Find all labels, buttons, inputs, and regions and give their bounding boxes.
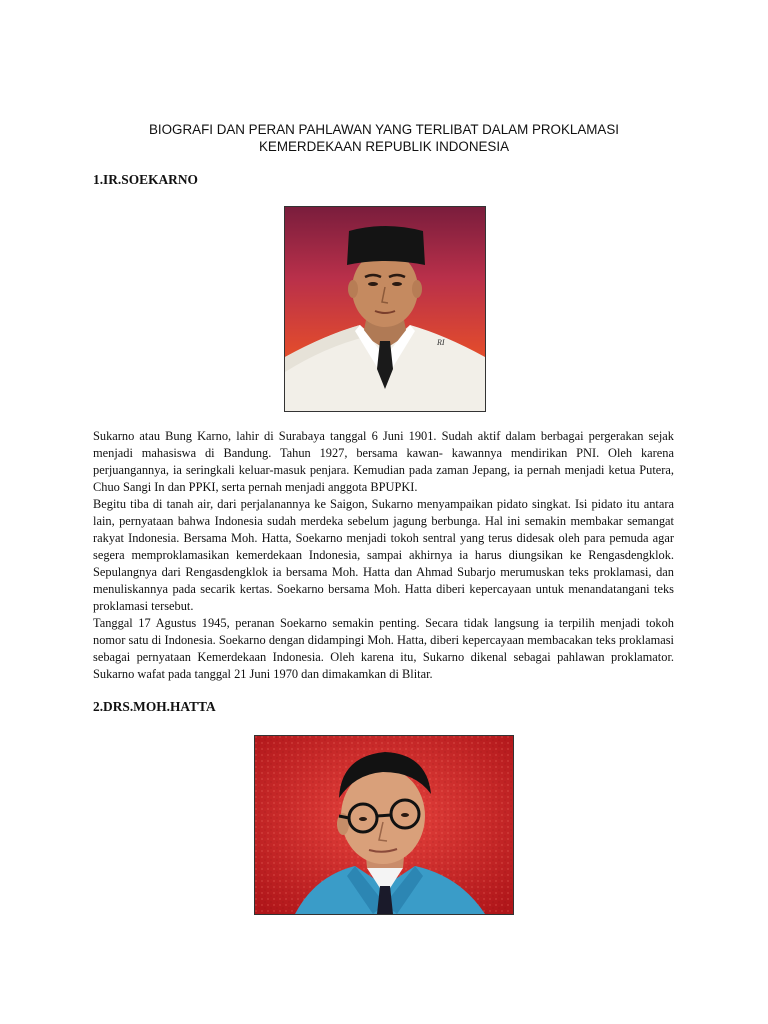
title-line-2: KEMERDEKAAN REPUBLIK INDONESIA <box>258 139 510 154</box>
portrait-hatta <box>254 735 514 915</box>
title-line-1: BIOGRAFI DAN PERAN PAHLAWAN YANG TERLIBAT DALAM PROKLAMASI <box>148 122 620 137</box>
paragraph: Sukarno atau Bung Karno, lahir di Surabaya tanggal 6 Juni 1901. Sudah aktif dalam berbagai pergerakan sejak menjadi mahasiswa di Bandung. Tahun 1927, bersama kawan- kawannya mendirikan PNI. Oleh karena perjuangannya, ia seringkali keluar-masuk penjara. Kemudian pada zaman Jepang, ia pernah menjadi ketua Putera, Chuo Sangi In dan PPKI, serta pernah menjadi anggota BPUPKI. <box>93 429 674 494</box>
paragraph: Tanggal 17 Agustus 1945, peranan Soekarno semakin penting. Secara tidak langsung ia terpilih menjadi tokoh nomor satu di Indonesia. Soekarno dengan didampingi Moh. Hatta, diberi kepercayaan membacakan teks proklamasi sebagai pernyataan Kemerdekaan Indonesia. Oleh karena itu, Sukarno dikenal sebagai pahlawan proklamator. Sukarno wafat pada tanggal 21 Juni 1970 dan dimakamkan di Blitar. <box>93 616 674 681</box>
portrait-badge-text: RI <box>437 338 445 347</box>
portrait-soekarno <box>284 206 486 412</box>
section-heading-soekarno: 1.IR.SOEKARNO <box>93 172 198 187</box>
section-heading-hatta: 2.DRS.MOH.HATTA <box>93 699 216 714</box>
biography-text-soekarno <box>93 428 674 683</box>
document-title <box>80 121 688 155</box>
paragraph: Begitu tiba di tanah air, dari perjalanannya ke Saigon, Sukarno menyampaikan pidato singkat. Isi pidato itu antara lain, pernyataan bahwa Indonesia sudah merdeka sebelum jagung berbunga. Hal ini semakin membakar semangat rakyat Indonesia. Bersama Moh. Hatta, Soekarno menjadi tokoh sentral yang terus didesak oleh para pemuda agar segera memproklamasikan kemerdekaan Indonesia, sampai akhirnya ia harus diungsikan ke Rengasdengklok. Sepulangnya dari Rengasdengklok ia bersama Moh. Hatta dan Ahmad Subarjo merumuskan teks proklamasi, dan menuliskannya pada secarik kertas. Soekarno bersama Moh. Hatta diberi kepercayaan untuk menandatangani teks proklamasi tersebut. <box>93 497 674 613</box>
